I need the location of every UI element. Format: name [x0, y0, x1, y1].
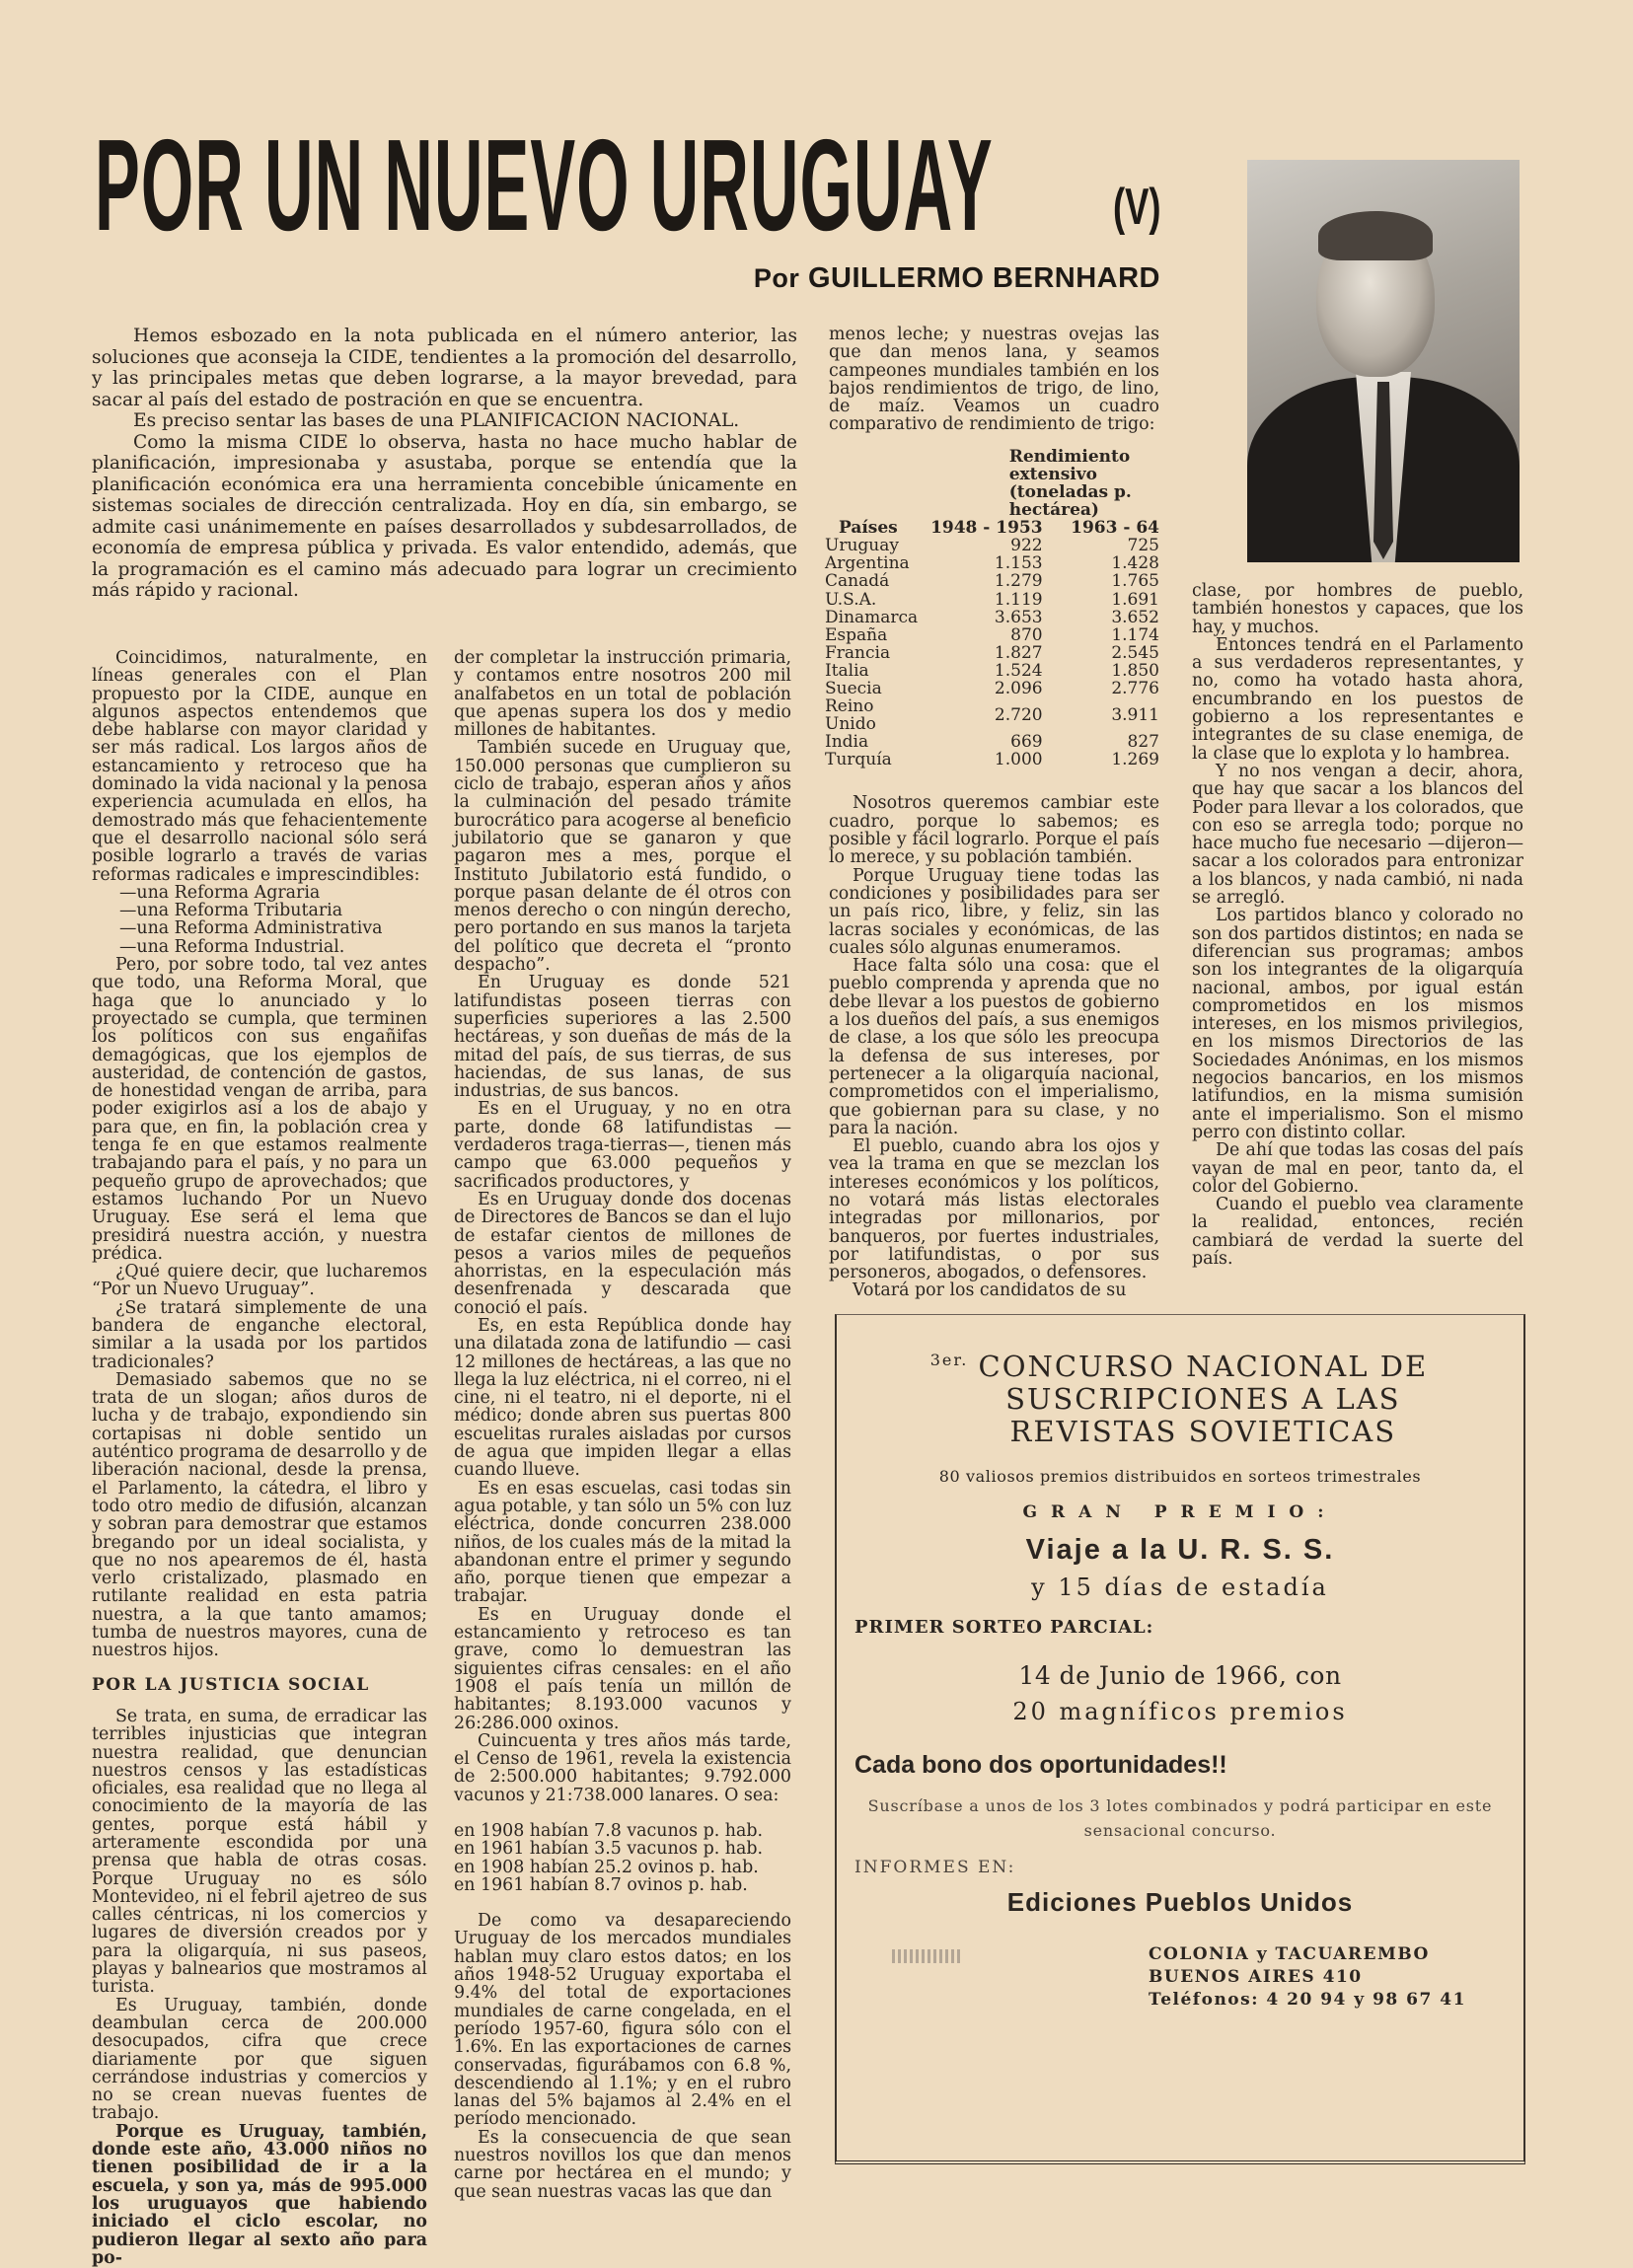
paragraph: Votará por los candidatos de su: [853, 1280, 1127, 1301]
cell-1963-64: 1.174: [1111, 624, 1159, 645]
paragraph: Es en esas escuelas, casi todas sin agua potable, y tan sólo un 5% con luz eléctrica, donde concurren 238.000 niños, de los cuales más de la mitad la abandonan entre el primer y segundo año, porque tienen que empezar a trabajar.: [454, 1478, 791, 1607]
table-row: [825, 733, 1165, 751]
column-header-1963-64: 1963 - 64: [1071, 518, 1159, 539]
paragraph: Entonces tendrá en el Parlamento a sus verdaderos representantes, y no, como ha votado hasta ahora, encumbrando en los puestos de gobierno a los representantes e integrantes de su clase enemiga, de la clase que lo explota y lo hambrea.: [1192, 634, 1523, 764]
paragraph: Cuincuenta y tres años más tarde, el Censo de 1961, revela la existencia de 2:500.000 habitantes; 9.792.000 vacunos y 21:738.000 lanares. O sea:: [454, 1730, 791, 1805]
author-photo: [1247, 160, 1520, 562]
table-row: [825, 554, 1165, 572]
paragraph: Pero, por sobre todo, tal vez antes que todo, una Reforma Moral, que haga que lo anunciado y lo proyectado se cumpla, que terminen los políticos con sus engañifas demagógicas, que los ejemplos de austeridad, de contención de gastos, de honestidad vengan de arriba, para poder exigirlos así a los de abajo y para que, en fin, la población crea y tenga fe en que estamos realmente trabajando para el país, y no para un pequeño grupo de aprovechados; que estamos luchando Por un Nuevo Uruguay. Ese será el lema que presidirá nuestra acción, y nuestra prédica.: [92, 955, 427, 1264]
paragraph: Nosotros queremos cambiar este cuadro, porque lo sabemos; es posible y fácil lograrlo. Porque el país lo merece, y su población también.: [829, 793, 1159, 868]
column-header-country: Países: [839, 518, 898, 539]
cell-country: Italia: [825, 660, 869, 681]
paragraph: Los partidos blanco y colorado no son dos partidos distintos; en nada se diferencian sus programas; ambos son los integrantes de la oligarquía nacional, ambos, por igual están comprometidos en los mismos intereses, en los mismos privilegios, en los mismos Directorios de las Sociedades Anónimas, en los mismos negocios bancarios, en los mismos latifundios, en la misma sumisión ante el imperialismo. Son el mismo perro con distinto collar.: [1192, 906, 1523, 1142]
cell-1948-1953: 3.653: [994, 607, 1043, 627]
table-row: [825, 572, 1165, 590]
paragraph: ¿Qué quiere decir, que lucharemos “Por un Nuevo Uruguay”.: [92, 1262, 427, 1300]
ad-ordinal: 3er.: [929, 1351, 969, 1369]
article-part-number: (V): [1113, 179, 1161, 236]
ad-footer: [854, 1943, 1506, 2012]
byline-author: GUILLERMO BERNHARD: [808, 262, 1160, 294]
cell-country: Uruguay: [825, 536, 899, 556]
intro-paragraph: Como la misma CIDE lo observa, hasta no hace mucho hablar de planificación, impresionaba y asustaba, porque se entendía que la planificación económica era una herramienta concebible únicamente en sistemas sociales de dirección centralizada. Hoy en día, sin embargo, se admite casi unánimemente en países desarrollados y subdesarrollados, de economía de empresa pública y privada. Es valor entendido, además, que la programación es el camino más adecuado para lograr un crecimiento más rápido y racional.: [92, 431, 797, 601]
cell-1948-1953: 669: [1010, 732, 1043, 753]
cell-1948-1953: 1.000: [994, 750, 1043, 770]
table-header-unit: (toneladas p. hectárea): [1008, 481, 1132, 521]
cell-1948-1953: 1.119: [994, 589, 1043, 610]
table-row: [825, 644, 1165, 662]
reform-list-item: —una Reforma Agraria: [119, 882, 321, 903]
intro-text: [92, 326, 797, 602]
paragraph: Es en Uruguay donde dos docenas de Directores de Bancos se dan el lujo de estafar cientos de millones de pesos a varios miles de pequeños ahorristas, en la especulación más desenfrenada y descarada que conoció el país.: [454, 1189, 791, 1318]
cell-1963-64: 3.652: [1111, 607, 1159, 627]
cell-1963-64: 2.776: [1111, 679, 1159, 698]
cell-1963-64: 1.765: [1111, 571, 1159, 592]
table-row: [825, 537, 1165, 554]
table-row: [825, 697, 1165, 733]
ad-grand-prize: Viaje a la U. R. S. S.: [1025, 1534, 1335, 1566]
cell-1963-64: 1.428: [1111, 553, 1159, 574]
paragraph: menos leche; y nuestras ovejas las que dan menos lana, y seamos campeones mundiales también en los bajos rendimientos de trigo, de lino, de maíz. Veamos un cuadro comparativo de rendimiento de trigo:: [829, 325, 1159, 435]
table-row: [825, 591, 1165, 609]
paragraph: Coincidimos, naturalmente, en líneas generales con el Plan propuesto por la CIDE, aunque en algunos aspectos entendemos que debe hablarse con mayor claridad y ser más radical. Los largos años de estancamiento y retroceso que ha dominado la vida nacional y la penosa experiencia acumulada en ellos, ha demostrado más que fehacientemente que el desarrollo nacional sólo será posible lograrlo a través de varias reformas radicales e imprescindibles:: [92, 648, 427, 885]
cell-1948-1953: 922: [1010, 536, 1043, 556]
paragraph: Es en el Uruguay, y no en otra parte, donde 68 latifundistas —verdaderos traga-tierras—, tienen más campo que 63.000 pequeños y sacrificados productores, y: [454, 1099, 791, 1192]
paragraph: ¿Se tratará simplemente de una bandera de enganche electoral, similar a la usada por los partidos tradicionales?: [92, 1297, 427, 1372]
cell-1948-1953: 2.096: [994, 679, 1043, 698]
reform-list-item: —una Reforma Administrativa: [119, 918, 383, 939]
table-row: [825, 680, 1165, 697]
cell-country: India: [825, 732, 869, 753]
cell-country: España: [825, 624, 888, 645]
ad-phones: Teléfonos: 4 20 94 y 98 67 41: [1149, 1990, 1466, 2010]
paragraph: Es en Uruguay donde el estancamiento y retroceso es tan grave, como lo demuestran las siguientes cifras censales: en el año 1908 el país tenía un millón de habitantes; 8.193.000 vacunos y 26:286.000 oxinos.: [454, 1604, 791, 1733]
column-3: [825, 325, 1159, 1301]
cell-1948-1953: 1.524: [994, 660, 1043, 681]
stat-line: en 1908 habían 7.8 vacunos p. hab.: [454, 1821, 764, 1841]
cell-country: Turquía: [825, 750, 892, 770]
paragraph: De ahí que todas las cosas del país vayan de mal en peor, tanto da, el color del Gobierno.: [1192, 1140, 1523, 1197]
cell-country: Canadá: [825, 571, 890, 592]
ad-heading: [854, 1351, 1506, 1448]
cell-country: U.S.A.: [825, 589, 877, 610]
cell-1963-64: 827: [1127, 732, 1159, 753]
cell-1948-1953: 870: [1010, 624, 1043, 645]
column-1: [92, 649, 427, 2267]
ad-subtitle: 80 valiosos premios distribuidos en sorteos trimestrales: [938, 1467, 1422, 1486]
paragraph: Es Uruguay, también, donde deambulan cerca de 200.000 desocupados, cifra que crece diariamente por que siguen cerrándose industrias y comercios y no se crean nuevas fuentes de trabajo.: [92, 1995, 427, 2124]
paragraph: Hace falta sólo una cosa: que el pueblo comprenda y aprenda que no debe llevar a los puestos de gobierno a los dueños del país, a sus enemigos de clase, a los que sólo les preocupa la defensa de sus intereses, por pertenecer a la oligarquía nacional, comprometidos con el imperialismo, que gobiernan para su clase, y no para la nación.: [829, 956, 1159, 1138]
reform-list-item: —una Reforma Industrial.: [119, 936, 345, 957]
ad-subscribe-text: Suscríbase a unos de los 3 lotes combinados y podrá participar en este sensacional concurso.: [867, 1796, 1493, 1840]
column-2: [454, 649, 791, 2201]
cell-country: Francia: [825, 642, 891, 663]
paragraph: Porque es Uruguay, también, donde este año, 43.000 niños no tienen posibilidad de ir a la escuela, y son ya, más de 995.000 los uruguayos que habiendo iniciado el ciclo escolar, no pudieron llegar al sexto año para po-: [92, 2121, 427, 2268]
column-4: [1192, 582, 1523, 1268]
cell-1948-1953: 2.720: [994, 705, 1043, 726]
ad-address-line: COLONIA y TACUAREMBO: [1149, 1944, 1430, 1964]
publisher-logo-icon: [892, 1949, 961, 1963]
ad-publisher: Ediciones Pueblos Unidos: [1006, 1887, 1354, 1917]
ad-info-label: INFORMES EN:: [854, 1858, 1016, 1877]
ad-first-draw-label: PRIMER SORTEO PARCIAL:: [854, 1617, 1154, 1638]
section-subheading: POR LA JUSTICIA SOCIAL: [92, 1674, 370, 1695]
ad-draw-date: 14 de Junio de 1966, con: [1018, 1661, 1342, 1690]
paragraph: Porque Uruguay tiene todas las condiciones y posibilidades para ser un país rico, libre, y feliz, sin las lacras sociales y económicas, de las cuales sólo algunas enumeramos.: [829, 865, 1159, 958]
stat-line: en 1961 habían 8.7 ovinos p. hab.: [454, 1874, 748, 1895]
ad-tagline: Cada bono dos oportunidades!!: [854, 1751, 1227, 1779]
article-title: POR UN NUEVO URUGUAY: [95, 112, 994, 257]
stat-line: en 1908 habían 25.2 ovinos p. hab.: [454, 1857, 759, 1877]
paragraph: También sucede en Uruguay que, 150.000 personas que cumplieron su ciclo de trabajo, esperan años y años la culminación del pesado trámite burocrático para acogerse al beneficio jubilatorio que se ganaron y que pagaron mes a mes, porque el Instituto Jubilatorio está fundido, o porque pasan delante de él otros con menos derecho o con ningún derecho, pero portando en sus manos la tarjeta del político que decreta el “pronto despacho”.: [454, 738, 791, 976]
advertisement-box: [835, 1314, 1525, 2164]
cell-1948-1953: 1.153: [994, 553, 1043, 574]
ad-stay-duration: y 15 días de estadía: [1031, 1573, 1329, 1601]
column-header-1948-1953: 1948 - 1953: [930, 518, 1043, 539]
paragraph: Es la consecuencia de que sean nuestros novillos los que dan menos carne por hectárea en el mundo; y que sean nuestras vacas las que dan: [454, 2127, 791, 2202]
paragraph: El pueblo, cuando abra los ojos y vea la trama en que se mezclan los intereses económicos y los políticos, no votará más listas electorales integradas por millonarios, por banqueros, por fuertes industriales, por latifundistas, o por sus personeros, abogados, o defensores.: [829, 1136, 1159, 1283]
cell-1963-64: 1.850: [1111, 660, 1159, 681]
cell-country: Argentina: [825, 553, 910, 574]
cell-1963-64: 1.269: [1111, 750, 1159, 770]
cell-country: Suecia: [825, 679, 882, 698]
ad-address-line: BUENOS AIRES 410: [1149, 1967, 1363, 1987]
cell-1963-64: 1.691: [1111, 589, 1159, 610]
table-row: [825, 751, 1165, 768]
cell-1963-64: 3.911: [1111, 705, 1159, 726]
paragraph: En Uruguay es donde 521 latifundistas poseen tierras con superficies superiores a las 2.500 hectáreas, y son dueñas de más de la mitad del país, de sus tierras, de sus haciendas, de sus lanas, de sus industrias, de sus bancos.: [454, 973, 791, 1102]
paragraph: Y no nos vengan a decir, ahora, que hay que sacar a los blancos del Poder para llevar a los colorados, que con eso se arregla todo; porque no hace mucho fue necesario —dijeron— sacar a los colorados para entronizar a los blancos, y nada cambió, ni nada se arregló.: [1192, 761, 1523, 909]
cell-1948-1953: 1.827: [994, 642, 1043, 663]
intro-paragraph: Hemos esbozado en la nota publicada en el número anterior, las soluciones que aconseja la CIDE, tendientes a la promoción del desarrollo, y las principales metas que deben lograrse, a la mayor brevedad, para sacar al país del estado de postración en que se encuentra.: [92, 326, 797, 410]
cell-1963-64: 725: [1127, 536, 1159, 556]
ad-address: [1149, 1943, 1466, 2012]
byline-prefix: Por: [753, 263, 800, 293]
table-header-title: Rendimiento extensivo: [1008, 446, 1131, 484]
ad-heading-text: CONCURSO NACIONAL DE SUSCRIPCIONES A LAS REVISTAS SOVIETICAS: [978, 1350, 1429, 1448]
paragraph: der completar la instrucción primaria, y contamos entre nosotros 200 mil analfabetos en un total de población que apenas supera los dos y medio millones de habitantes.: [454, 648, 791, 741]
paragraph: Se trata, en suma, de erradicar las terribles injusticias que integran nuestra realidad, que denuncian nuestros censos y las estadísticas oficiales, esa realidad que no llega al conocimiento de la mayoría de las gentes, porque está hábil y arteramente escondida por una prensa que habla de otras cosas. Porque Uruguay no es sólo Montevideo, ni el febril ajetreo de sus calles céntricas, ni los comercios y lugares de diversión creados por y para la oligarquía, ni sus paseos, playas y balnearios que mostramos al turista.: [92, 1706, 427, 1998]
wheat-yield-table: [825, 448, 1165, 769]
intro-paragraph: Es preciso sentar las bases de una PLANIFICACION NACIONAL.: [133, 410, 740, 431]
ad-grand-prize-label: GRAN PREMIO:: [1022, 1502, 1338, 1522]
paragraph: Cuando el pueblo vea claramente la realidad, entonces, recién cambiará de verdad la suerte del país.: [1192, 1195, 1523, 1269]
paragraph: Demasiado sabemos que no se trata de un slogan; años duros de lucha y de trabajo, expondiendo sin cortapisas ni doble sentido un auténtico programa de desarrollo y de liberación nacional, desde la prensa, el Parlamento, la cátedra, el libro y todo otro medio de difusión, alcanzan y sobran para demostrar que estamos bregando por un ideal socialista, y que no nos apearemos de él, hasta verlo cristalizado, plasmado en rutilante realidad en esta patria nuestra, a la que tanto amamos; tumba de nuestros mayores, cuna de nuestros hijos.: [92, 1369, 427, 1661]
ad-prizes-count: 20 magníficos premios: [1012, 1698, 1348, 1725]
cell-1963-64: 2.545: [1111, 642, 1159, 663]
paragraph: clase, por hombres de pueblo, también honestos y capaces, que los hay, y muchos.: [1192, 581, 1523, 637]
paragraph: Es, en esta República donde hay una dilatada zona de latifundio — casi 12 millones de hectáreas, a las que no llega la luz eléctrica, ni el correo, ni el cine, ni el teatro, ni el deporte, ni el médico; donde abren sus puertas 800 escuelitas rurales aisladas por cursos de agua que impiden llegar a ellas cuando llueve.: [454, 1315, 791, 1481]
cell-country: Dinamarca: [825, 607, 919, 627]
byline: [736, 262, 1160, 295]
table-row: [825, 662, 1165, 680]
cell-country: Reino Unido: [825, 696, 876, 735]
cell-1948-1953: 1.279: [994, 571, 1043, 592]
reform-list-item: —una Reforma Tributaria: [119, 901, 343, 921]
table-row: [825, 626, 1165, 644]
stat-line: en 1961 habían 3.5 vacunos p. hab.: [454, 1839, 764, 1860]
paragraph: De como va desapareciendo Uruguay de los mercados mundiales hablan muy claro estos datos; en los años 1948-52 Uruguay exportaba el 9.4% del total de exportaciones mundiales de carne congelada, en el período 1957-60, figura sólo con el 1.6%. En las exportaciones de carnes conservadas, figurábamos con 6.8 %, descendiendo al 1.1%; y en el rubro lanas del 5% bajamos al 2.4% en el período mencionado.: [454, 1911, 791, 2130]
table-row: [825, 609, 1165, 626]
